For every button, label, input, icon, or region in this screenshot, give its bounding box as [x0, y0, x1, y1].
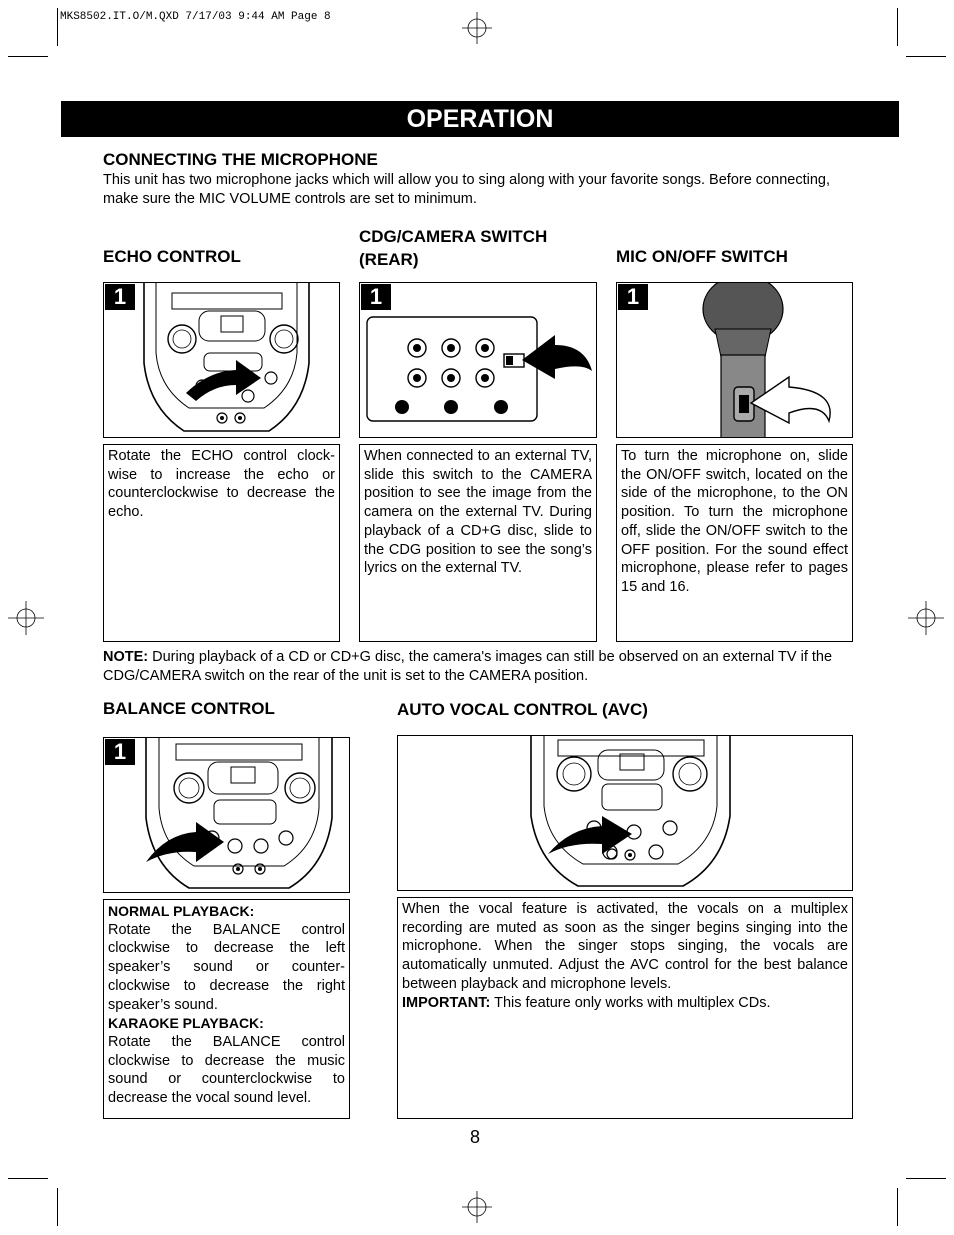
print-slug: MKS8502.IT.O/M.QXD 7/17/03 9:44 AM Page 8 [60, 11, 331, 23]
karaoke-unit-illustration [104, 283, 340, 438]
balance-illustration [103, 737, 350, 893]
avc-heading: AUTO VOCAL CONTROL (AVC) [397, 700, 648, 719]
crop-mark [906, 56, 946, 57]
crop-mark [8, 1178, 48, 1179]
step-number: 1 [361, 284, 391, 310]
step-number: 1 [618, 284, 648, 310]
cdg-heading-line2: (REAR) [359, 250, 419, 269]
balance-heading: BALANCE CONTROL [103, 699, 275, 718]
cdg-heading-line1: CDG/CAMERA SWITCH [359, 227, 548, 246]
crop-mark [897, 8, 898, 46]
karaoke-unit-illustration [398, 736, 853, 891]
avc-important [402, 994, 848, 1013]
crop-mark [897, 1188, 898, 1226]
mic-heading: MIC ON/OFF SWITCH [616, 247, 788, 266]
normal-playback-label: NORMAL PLAYBACK: [108, 903, 255, 919]
echo-illustration [103, 282, 340, 438]
avc-text: When the vocal feature is activated, the vocals on a multiplex recording are muted as soon as the singer begins singing into the microphone. When the singer stops singing, the vocals are automatically unmuted. Adjust the AVC control for the best balance between playback and microphone levels. [402, 901, 848, 992]
important-label: IMPORTANT: [402, 994, 491, 1011]
cdg-illustration [359, 282, 597, 438]
section-banner: OPERATION [61, 101, 899, 137]
karaoke-playback-text: Rotate the BALANCE control clockwise to decrease the music sound or counterclockwise to decrease the vocal sound level. [108, 1033, 345, 1107]
echo-description: Rotate the ECHO control clock-wise to increase the echo or counterclockwise to decrease the echo. [103, 444, 340, 642]
crop-mark [906, 1178, 946, 1179]
crop-mark [57, 8, 58, 46]
connecting-text: This unit has two microphone jacks which will allow you to sing along with your favorite songs. Before connecting, make sure the MIC VOLUME controls are set to minimum. [103, 172, 830, 207]
registration-mark-icon [462, 1191, 492, 1223]
registration-mark-icon [462, 12, 492, 44]
cdg-heading [359, 225, 547, 271]
note-paragraph [103, 648, 853, 686]
page-number: 8 [470, 1127, 481, 1147]
mic-illustration [616, 282, 853, 438]
important-text: This feature only works with multiplex CDs. [490, 994, 771, 1011]
registration-mark-icon [8, 601, 44, 635]
rear-panel-illustration [360, 283, 597, 438]
echo-heading: ECHO CONTROL [103, 247, 241, 266]
connecting-heading: CONNECTING THE MICROPHONE [103, 150, 378, 169]
cdg-description: When connected to an external TV, slide this switch to the CAMERA position to see the image from the camera on the external TV. During playback of a CD+G disc, slide to the CDG position to see the song’s lyrics on the external TV. [359, 444, 597, 642]
registration-mark-icon [908, 601, 944, 635]
normal-playback-text: Rotate the BALANCE control clockwise to decrease the left speaker’s sound or counter-clockwise to decrease the right speaker’s sound. [108, 921, 345, 1013]
karaoke-unit-illustration [104, 738, 350, 893]
mic-description: To turn the microphone on, slide the ON/OFF switch, located on the side of the microphone, to the ON position. To turn the microphone off, slide the ON/OFF switch to the OFF position. For the sound effect microphone, please refer to pages 15 and 16. [616, 444, 853, 642]
note-label: NOTE: [103, 649, 149, 665]
avc-illustration [397, 735, 853, 891]
avc-description [397, 897, 853, 1119]
balance-description [103, 899, 350, 1119]
crop-mark [57, 1188, 58, 1226]
step-number: 1 [105, 284, 135, 310]
step-number: 1 [105, 739, 135, 765]
crop-mark [8, 56, 48, 57]
note-text: During playback of a CD or CD+G disc, the camera's images can still be observed on an external TV if the CDG/CAMERA switch on the rear of the unit is set to the CAMERA position. [103, 649, 833, 684]
karaoke-playback-label: KARAOKE PLAYBACK: [108, 1015, 264, 1032]
microphone-icon [617, 283, 853, 438]
